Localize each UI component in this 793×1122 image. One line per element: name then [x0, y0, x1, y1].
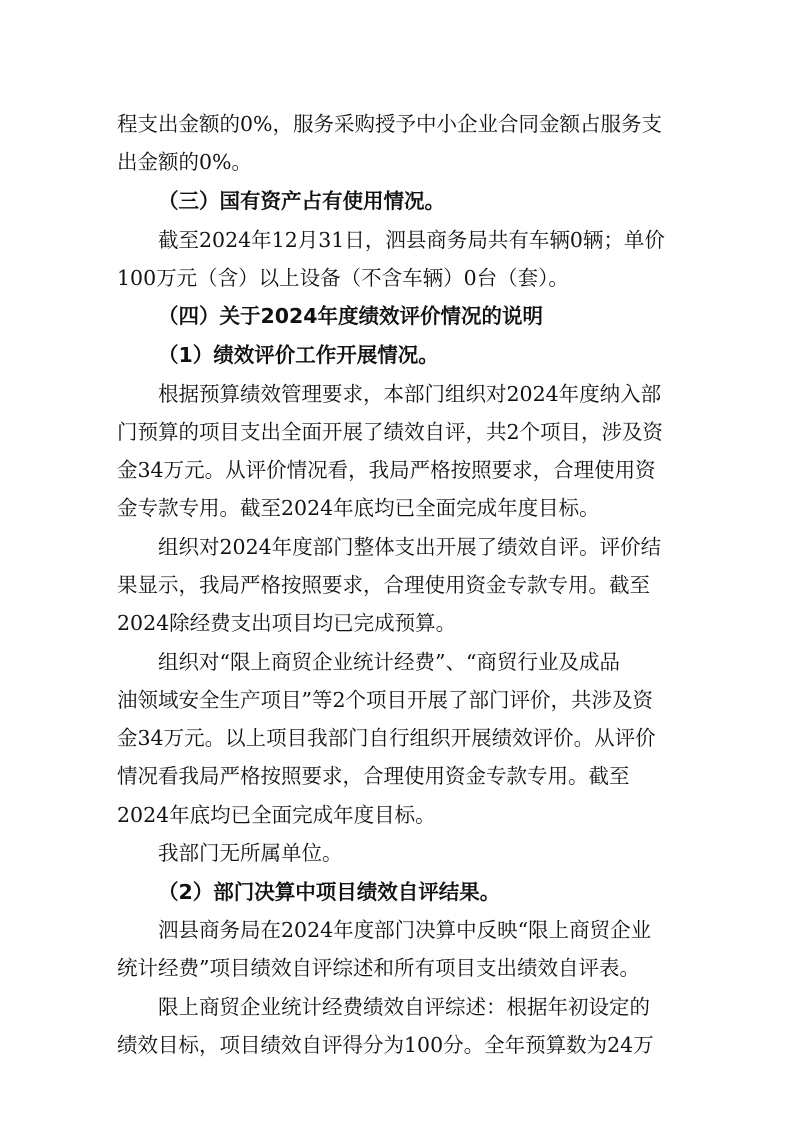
body-text-line: 程支出金额的0%，服务采购授予中小企业合同金额占服务支	[117, 112, 663, 136]
body-text-line: 绩效目标，项目绩效自评得分为100分。全年预算数为24万	[117, 1033, 654, 1057]
section-heading: （三）国有资产占有使用情况。	[158, 189, 445, 213]
body-text-line: 组织对“限上商贸企业统计经费”、“商贸行业及成品	[158, 650, 620, 674]
body-text-line: 金34万元。从评价情况看，我局严格按照要求，合理使用资	[117, 458, 656, 482]
section-heading: （四）关于2024年度绩效评价情况的说明	[158, 304, 544, 328]
body-text-line: 统计经费”项目绩效自评综述和所有项目支出绩效自评表。	[117, 956, 640, 980]
body-text-line: 果显示，我局严格按照要求，合理使用资金专款专用。截至	[117, 573, 650, 597]
body-text-line: 根据预算绩效管理要求，本部门组织对2024年度纳入部	[158, 382, 662, 406]
body-text-line: 2024除经费支出项目均已完成预算。	[117, 611, 457, 635]
body-text-line: 情况看我局严格按照要求，合理使用资金专款专用。截至	[117, 764, 630, 788]
body-text-line: 100万元（含）以上设备（不含车辆）0台（套）。	[117, 266, 569, 290]
body-text-line: 出金额的0%。	[117, 150, 253, 174]
body-text-line: 金34万元。以上项目我部门自行组织开展绩效评价。从评价	[117, 726, 656, 750]
body-text-line: 金专款专用。截至2024年底均已全面完成年度目标。	[117, 496, 600, 520]
body-text-line: 门预算的项目支出全面开展了绩效自评，共2个项目，涉及资	[117, 420, 664, 444]
subsection-heading: （2）部门决算中项目绩效自评结果。	[158, 880, 501, 904]
body-text-line: 油领域安全生产项目”等2个项目开展了部门评价，共涉及资	[117, 688, 654, 712]
body-text-line: 2024年底均已全面完成年度目标。	[117, 803, 436, 827]
body-text-line: 限上商贸企业统计经费绩效自评综述：根据年初设定的	[158, 995, 650, 1019]
body-text-line: 我部门无所属单位。	[158, 841, 343, 865]
body-text-line: 泗县商务局在2024年度部门决算中反映“限上商贸企业	[158, 918, 652, 942]
body-text-line: 组织对2024年度部门整体支出开展了绩效自评。评价结	[158, 535, 662, 559]
subsection-heading: （1）绩效评价工作开展情况。	[158, 343, 439, 367]
body-text-line: 截至2024年12月31日，泗县商务局共有车辆0辆；单价	[158, 228, 665, 252]
